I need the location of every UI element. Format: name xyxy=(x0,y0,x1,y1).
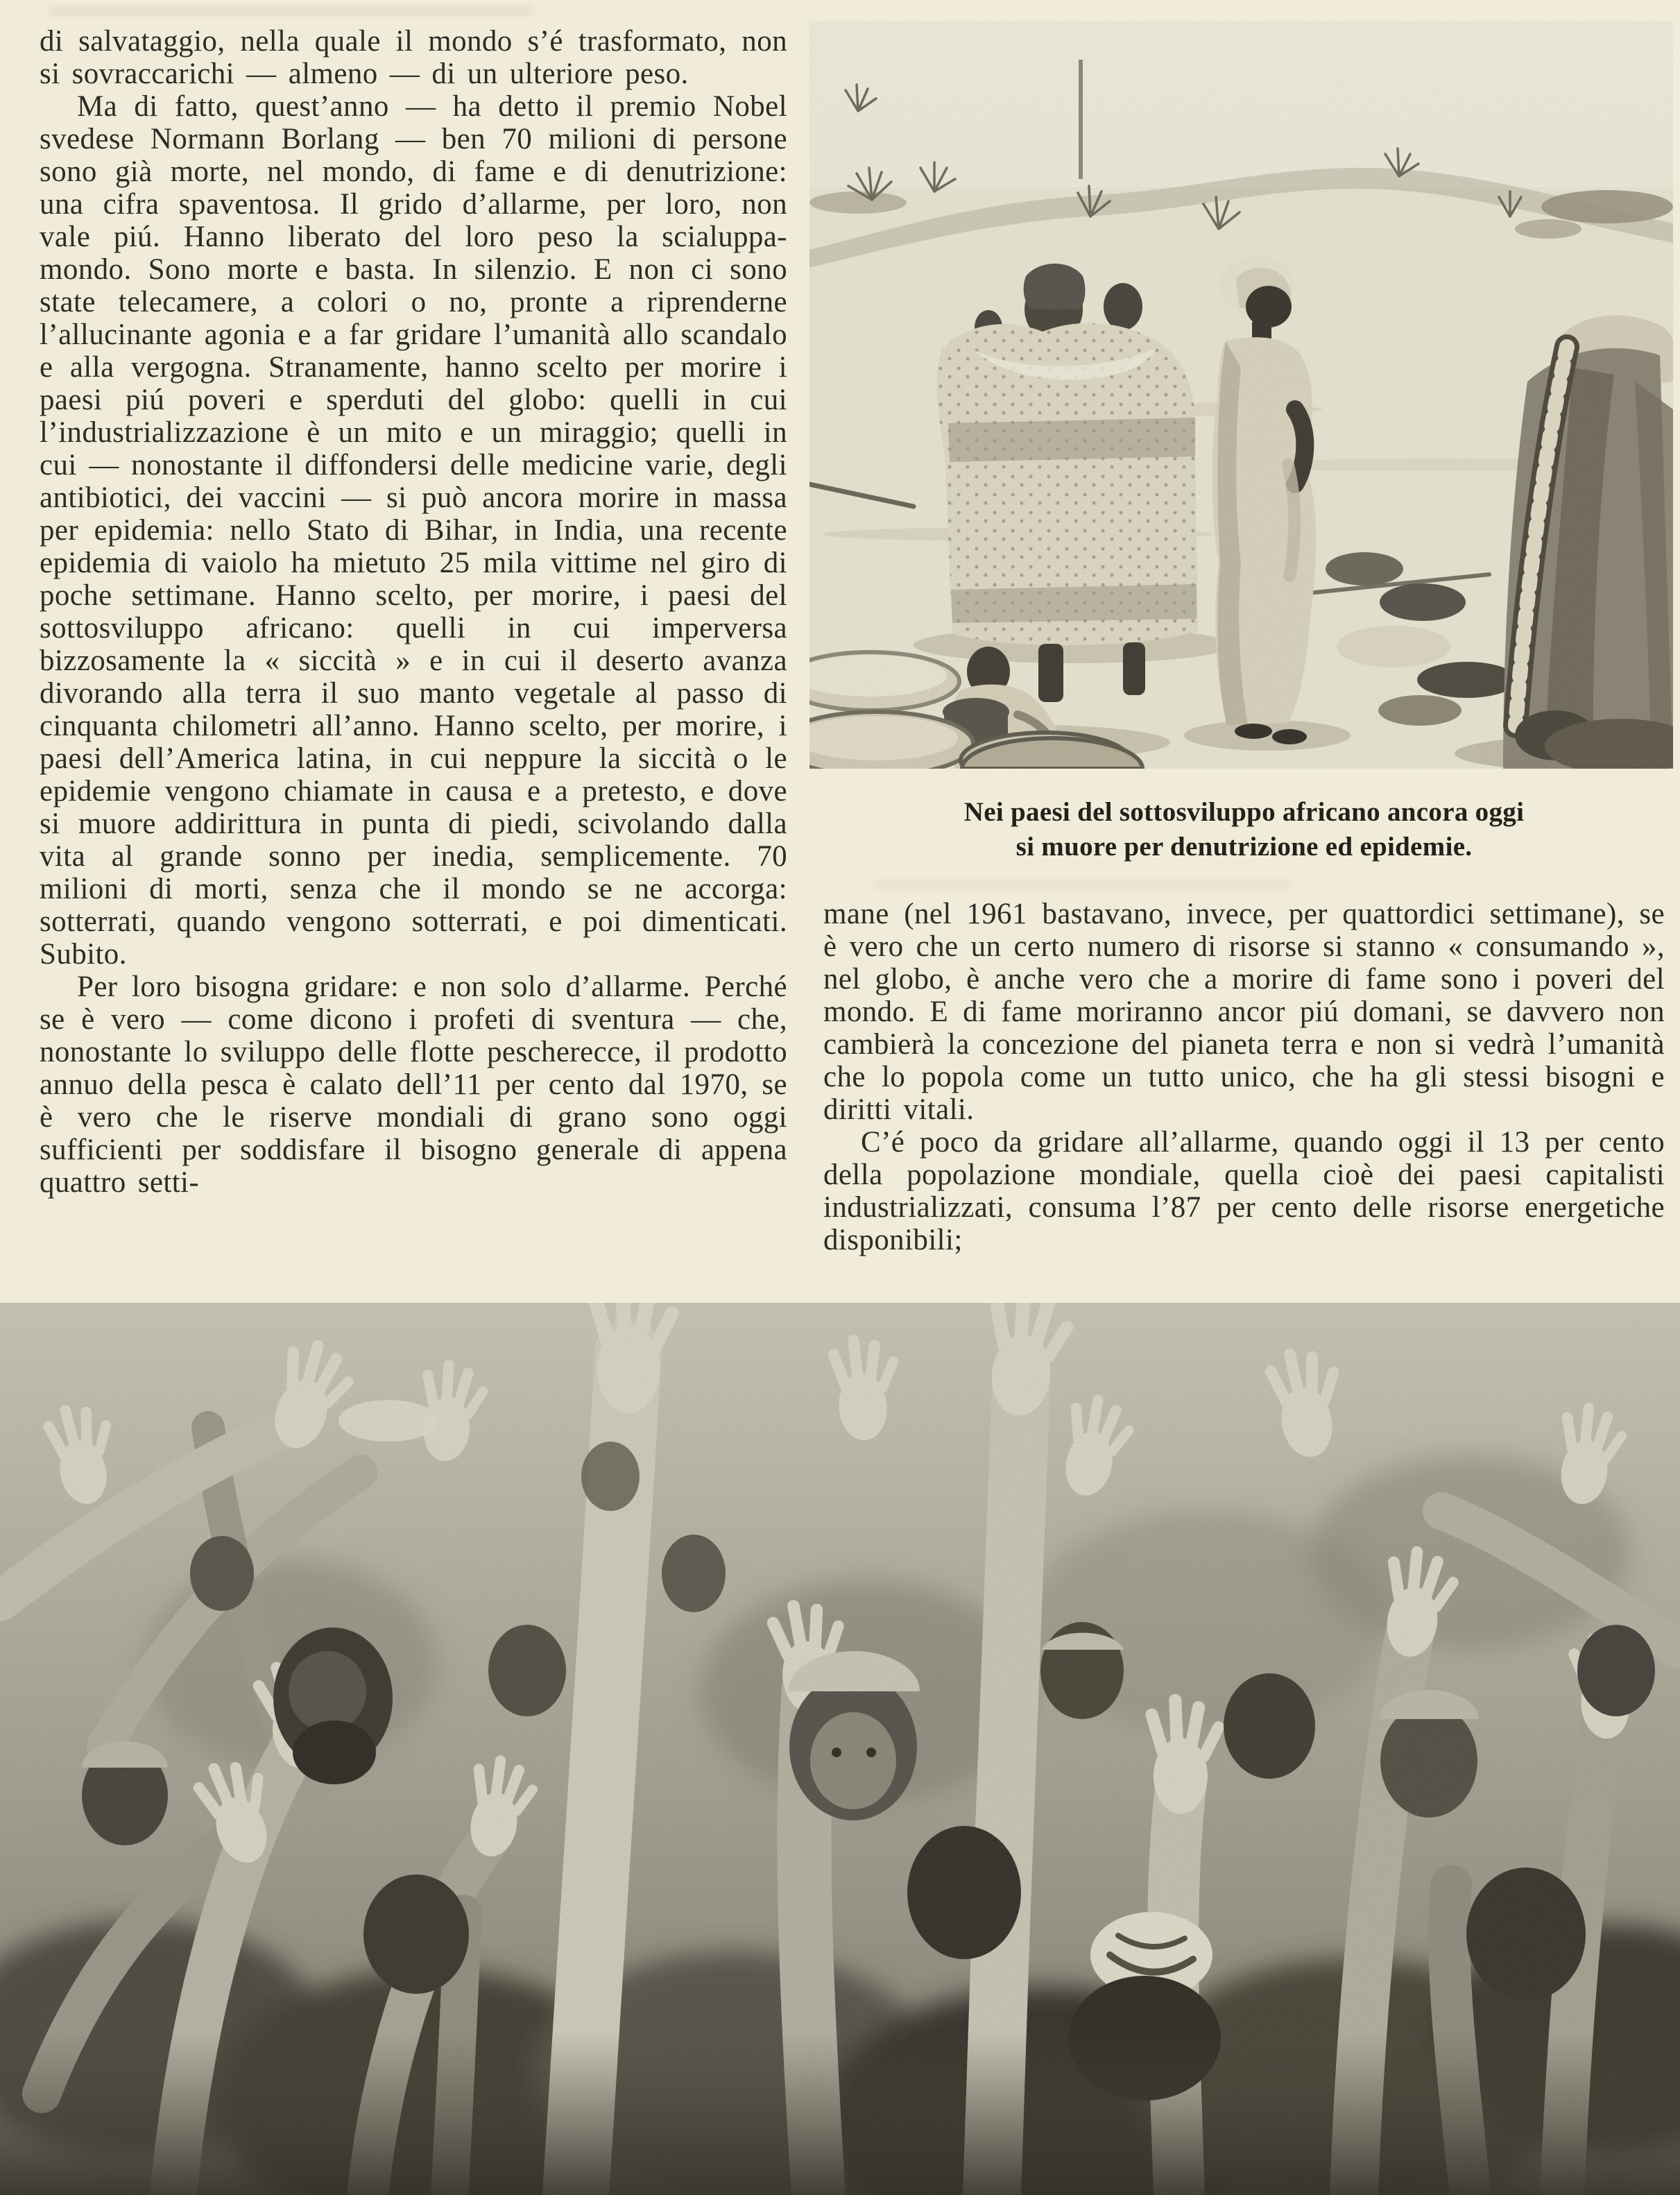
article-left-column xyxy=(40,25,787,1310)
article-paragraph: di salvataggio, nella quale il mondo s’é trasformato, non si sovraccarichi — almeno — di un ulteriore peso. xyxy=(40,25,787,90)
bleed-through-ghost xyxy=(49,6,534,17)
article-paragraph: Per loro bisogna gridare: e non solo d’allarme. Perché se è vero — come dicono i profeti di sventura — che, nonostante lo sviluppo delle flotte pescherecce, il prodotto annuo della pesca è calato dell’11 per cento dal 1970, se è vero che le riserve mondiali di grano sono oggi sufficienti per soddisfare il bisogno generale di appena quattro setti- xyxy=(40,971,787,1199)
bleed-through-ghost xyxy=(874,880,1290,889)
article-paragraph: mane (nel 1961 bastavano, invece, per quattordici settimane), se è vero che un certo numero di risorse si stanno « consumando », nel globo, è anche vero che a morire di fame sono i poveri del mondo. E di fame moriranno ancor piú domani, se davvero non cambierà la concezione del pianeta terra e non si vedrà l’umanità che lo popola come un tutto unico, che ha gli stessi bisogni e diritti vitali. xyxy=(823,898,1665,1126)
desert-photo xyxy=(809,21,1673,769)
crowd-photo-illustration xyxy=(0,1303,1680,2195)
figure-caption-line: Nei paesi del sottosviluppo africano ancora oggi xyxy=(963,797,1525,827)
article-right-column xyxy=(823,898,1665,1300)
figure-caption-line: si muore per denutrizione ed epidemie. xyxy=(1015,832,1473,862)
figure-caption xyxy=(823,795,1665,864)
crowd-photo xyxy=(0,1303,1680,2195)
article-paragraph: C’é poco da gridare all’allarme, quando oggi il 13 per cento della popolazione mondiale, quella cioè dei paesi capitalisti industrializzati, consuma l’87 per cento delle risorse energetiche disponibili; xyxy=(823,1126,1665,1256)
desert-photo-illustration xyxy=(809,21,1673,769)
article-paragraph: Ma di fatto, quest’anno — ha detto il premio Nobel svedese Normann Borlang — ben 70 milioni di persone sono già morte, nel mondo, di fame e di denutrizione: una cifra spaventosa. Il grido d’allarme, per loro, non vale piú. Hanno liberato del loro peso la scialuppa-mondo. Sono morte e basta. In silenzio. E non ci sono state telecamere, a colori o no, pronte a riprenderne l’allucinante agonia e a far gridare l’umanità allo scandalo e alla vergogna. Stranamente, hanno scelto per morire i paesi piú poveri e sperduti del globo: quelli in cui l’industrializzazione è un mito e un miraggio; quelli in cui — nonostante il diffondersi delle medicine varie, degli antibiotici, dei vaccini — si può ancora morire in massa per epidemia: nello Stato di Bihar, in India, una recente epidemia di vaiolo ha mietuto 25 mila vittime nel giro di poche settimane. Hanno scelto, per morire, i paesi del sottosviluppo africano: quelli in cui imperversa bizzosamente la « siccità » e in cui il deserto avanza divorando alla terra il suo manto vegetale al passo di cinquanta chilometri all’anno. Hanno scelto, per morire, i paesi dell’America latina, in cui neppure la siccità o le epidemie vengono chiamate in causa e a pretesto, e dove si muore addirittura in punta di piedi, scivolando dalla vita al grande sonno per inedia, semplicemente. 70 milioni di morti, senza che il mondo se ne accorga: sotterrati, quando vengono sotterrati, e poi dimenticati. Subito. xyxy=(40,90,787,971)
